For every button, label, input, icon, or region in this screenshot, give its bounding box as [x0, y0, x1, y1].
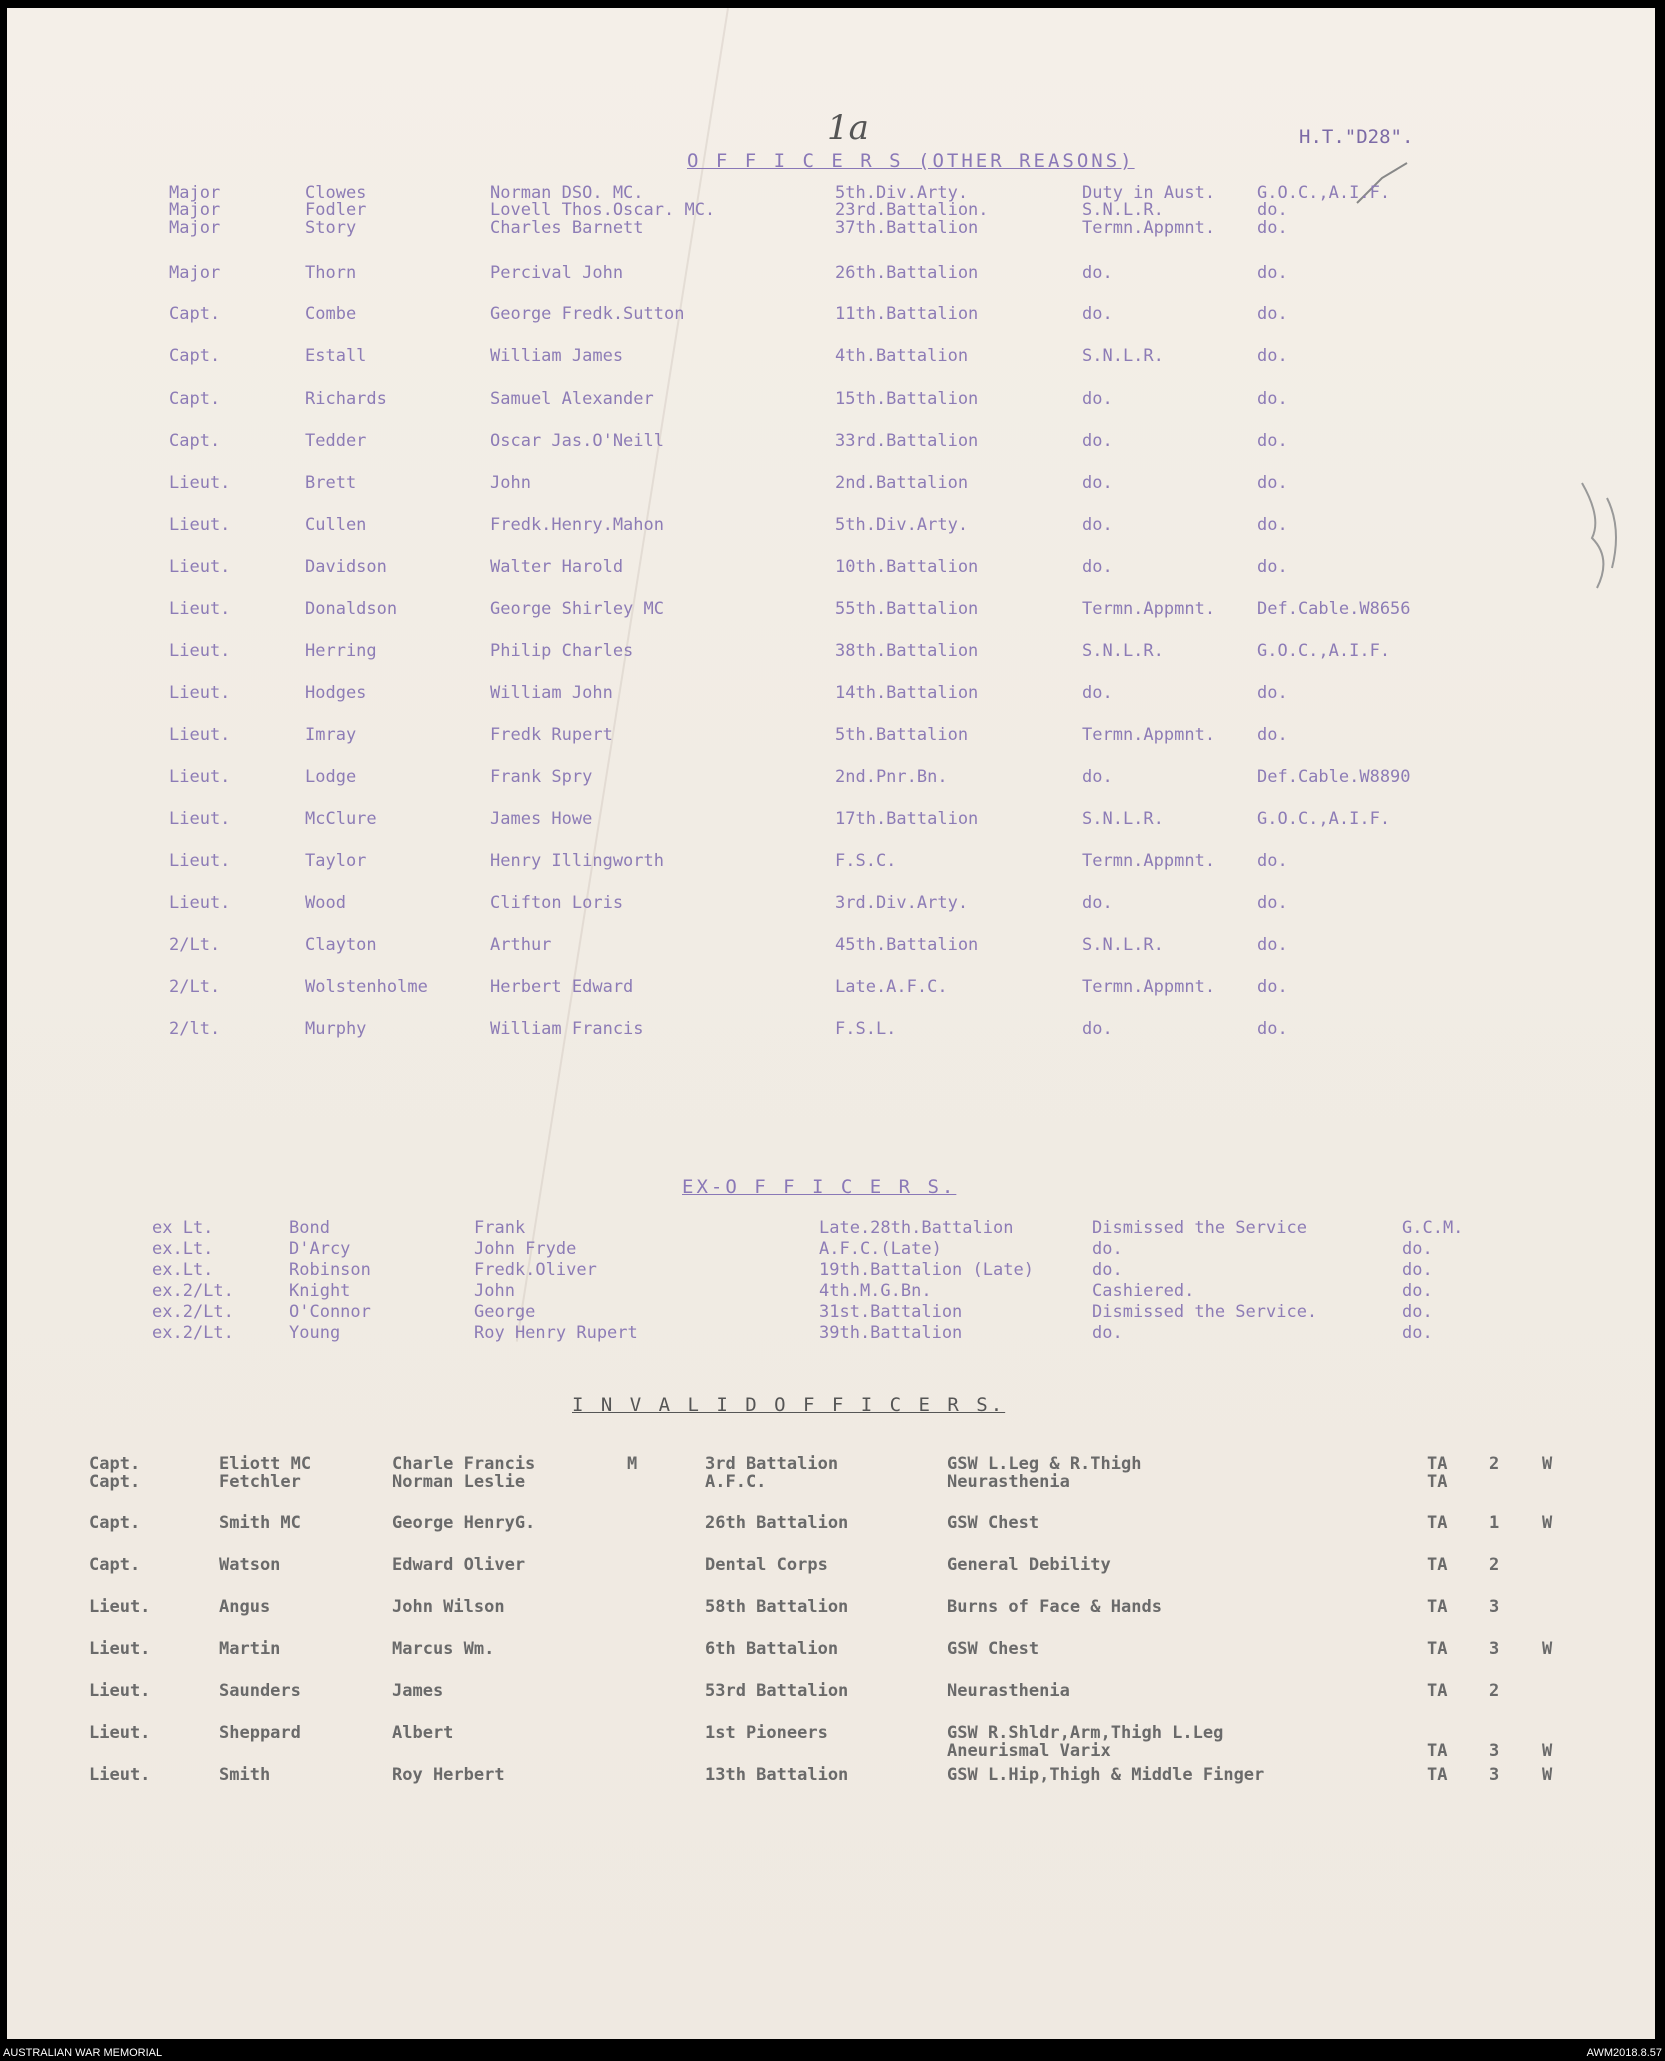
cell-given: George Fredk.Sutton: [490, 304, 685, 324]
cell-surname: Taylor: [305, 851, 367, 871]
cell-unit: 31st.Battalion: [819, 1302, 963, 1322]
cell-unit: 39th.Battalion: [819, 1323, 963, 1343]
cell-num: 3: [1489, 1639, 1500, 1659]
document-page: [7, 8, 1655, 2039]
section-heading-ex-officers: EX-O F F I C E R S.: [682, 1176, 957, 1198]
cell-given: James: [392, 1681, 444, 1701]
cell-reason: do.: [1082, 683, 1113, 703]
cell-surname: Story: [305, 218, 357, 238]
handwritten-annotation: 1a: [827, 108, 869, 148]
cell-unit: 5th.Div.Arty.: [835, 515, 969, 535]
cell-given: Clifton Loris: [490, 893, 624, 913]
cell-num: 3: [1489, 1765, 1500, 1785]
cell-given: Frank Spry: [490, 767, 593, 787]
cell-authority: Def.Cable.W8890: [1257, 767, 1411, 787]
cell-rank: Capt.: [169, 431, 221, 451]
cell-rank: Capt.: [89, 1472, 141, 1492]
cell-given: Fredk.Henry.Mahon: [490, 515, 664, 535]
cell-authority: do.: [1257, 935, 1288, 955]
cell-unit: 11th.Battalion: [835, 304, 979, 324]
cell-rank: Lieut.: [169, 473, 231, 493]
cell-unit: 6th Battalion: [705, 1639, 839, 1659]
cell-given: Edward Oliver: [392, 1555, 526, 1575]
cell-unit: F.S.C.: [835, 851, 897, 871]
cell-rank: Lieut.: [169, 809, 231, 829]
cell-unit: 33rd.Battalion: [835, 431, 979, 451]
cell-surname: Wood: [305, 893, 346, 913]
cell-mark: W: [1542, 1513, 1553, 1533]
cell-rank: Major: [169, 183, 221, 203]
cell-surname: Eliott MC: [219, 1454, 312, 1474]
cell-surname: D'Arcy: [289, 1239, 351, 1259]
cell-unit: 4th.M.G.Bn.: [819, 1281, 932, 1301]
cell-class: TA: [1427, 1765, 1448, 1785]
cell-authority: do.: [1257, 977, 1288, 997]
cell-rank: Lieut.: [169, 851, 231, 871]
cell-unit: 38th.Battalion: [835, 641, 979, 661]
cell-surname: O'Connor: [289, 1302, 371, 1322]
cell-unit: 1st Pioneers: [705, 1723, 828, 1743]
cell-given: Frank: [474, 1218, 526, 1238]
cell-surname: Donaldson: [305, 599, 398, 619]
cell-surname: Young: [289, 1323, 341, 1343]
cell-given: George Shirley MC: [490, 599, 664, 619]
cell-rank: Lieut.: [169, 683, 231, 703]
cell-reason: Dismissed the Service.: [1092, 1302, 1318, 1322]
cell-rank: Lieut.: [169, 515, 231, 535]
cell-given: Fredk.Oliver: [474, 1260, 597, 1280]
cell-unit: 10th.Battalion: [835, 557, 979, 577]
cell-given: John Wilson: [392, 1597, 505, 1617]
cell-cause: Neurasthenia: [947, 1472, 1070, 1492]
cell-rank: Lieut.: [169, 557, 231, 577]
cell-reason: Termn.Appmnt.: [1082, 725, 1216, 745]
cell-rank: Capt.: [89, 1454, 141, 1474]
cell-class: TA: [1427, 1454, 1448, 1474]
cell-surname: Brett: [305, 473, 357, 493]
cell-reason: do.: [1082, 893, 1113, 913]
cell-reason: Cashiered.: [1092, 1281, 1195, 1301]
cell-authority: do.: [1402, 1260, 1433, 1280]
cell-rank: Lieut.: [89, 1765, 151, 1785]
cell-rank: Capt.: [169, 346, 221, 366]
cell-surname: Wolstenholme: [305, 977, 428, 997]
cell-mark: W: [1542, 1741, 1553, 1761]
cell-num: 1: [1489, 1513, 1500, 1533]
cell-authority: do.: [1402, 1302, 1433, 1322]
cell-surname: Bond: [289, 1218, 330, 1238]
cell-surname: Smith: [219, 1765, 271, 1785]
cell-rank: Major: [169, 200, 221, 220]
cell-rank: Lieut.: [89, 1639, 151, 1659]
cell-unit: A.F.C.: [705, 1472, 767, 1492]
cell-reason: do.: [1082, 431, 1113, 451]
section-heading-invalid-officers: I N V A L I D O F F I C E R S.: [572, 1394, 1006, 1416]
cell-authority: G.O.C.,A.I.F.: [1257, 183, 1391, 203]
cell-authority: G.O.C.,A.I.F.: [1257, 809, 1391, 829]
cell-rank: Major: [169, 218, 221, 238]
cell-authority: do.: [1257, 515, 1288, 535]
cell-unit: 26th.Battalion: [835, 263, 979, 283]
cell-mark: W: [1542, 1639, 1553, 1659]
cell-unit: 58th Battalion: [705, 1597, 849, 1617]
cell-rank: 2/Lt.: [169, 977, 221, 997]
cell-given: Percival John: [490, 263, 624, 283]
cell-surname: Cullen: [305, 515, 367, 535]
cell-given: George HenryG.: [392, 1513, 536, 1533]
cell-surname: McClure: [305, 809, 377, 829]
cell-given: Philip Charles: [490, 641, 634, 661]
cell-authority: G.O.C.,A.I.F.: [1257, 641, 1391, 661]
cell-authority: do.: [1257, 473, 1288, 493]
cell-unit: 2nd.Pnr.Bn.: [835, 767, 948, 787]
cell-surname: Fodler: [305, 200, 367, 220]
cell-class: TA: [1427, 1597, 1448, 1617]
cell-authority: G.C.M.: [1402, 1218, 1464, 1238]
cell-reason: do.: [1092, 1323, 1123, 1343]
cell-reason: do.: [1092, 1239, 1123, 1259]
cell-given: Roy Henry Rupert: [474, 1323, 638, 1343]
cell-class: TA: [1427, 1555, 1448, 1575]
cell-num: 3: [1489, 1741, 1500, 1761]
cell-unit: 26th Battalion: [705, 1513, 849, 1533]
cell-reason: do.: [1082, 473, 1113, 493]
cell-given: Roy Herbert: [392, 1765, 505, 1785]
cell-authority: do.: [1257, 304, 1288, 324]
cell-reason: S.N.L.R.: [1082, 200, 1164, 220]
cell-num: 3: [1489, 1597, 1500, 1617]
cell-given: Norman Leslie: [392, 1472, 526, 1492]
cell-surname: Lodge: [305, 767, 357, 787]
cell-unit: 15th.Battalion: [835, 389, 979, 409]
cell-given: Charles Barnett: [490, 218, 644, 238]
cell-cause: General Debility: [947, 1555, 1111, 1575]
cell-cause: Aneurismal Varix: [947, 1741, 1111, 1761]
cell-authority: do.: [1402, 1239, 1433, 1259]
cell-authority: do.: [1402, 1281, 1433, 1301]
cell-authority: do.: [1257, 431, 1288, 451]
cell-rank: Capt.: [89, 1555, 141, 1575]
cell-given: William John: [490, 683, 613, 703]
cell-given: Fredk Rupert: [490, 725, 613, 745]
cell-cause: GSW R.Shldr,Arm,Thigh L.Leg: [947, 1723, 1224, 1743]
cell-unit: 55th.Battalion: [835, 599, 979, 619]
cell-authority: do.: [1402, 1323, 1433, 1343]
cell-given: Samuel Alexander: [490, 389, 654, 409]
cell-unit: 23rd.Battalion.: [835, 200, 989, 220]
cell-unit: 2nd.Battalion: [835, 473, 969, 493]
cell-unit: 5th.Div.Arty.: [835, 183, 969, 203]
cell-given: Herbert Edward: [490, 977, 634, 997]
cell-given: William Francis: [490, 1019, 644, 1039]
cell-cause: GSW Chest: [947, 1639, 1040, 1659]
cell-num: 2: [1489, 1454, 1500, 1474]
cell-authority: do.: [1257, 1019, 1288, 1039]
cell-surname: Robinson: [289, 1260, 371, 1280]
cell-rank: ex.Lt.: [152, 1260, 214, 1280]
cell-reason: Duty in Aust.: [1082, 183, 1216, 203]
cell-extra: M: [627, 1454, 638, 1474]
cell-reason: Dismissed the Service: [1092, 1218, 1307, 1238]
cell-surname: Tedder: [305, 431, 367, 451]
cell-unit: 3rd Battalion: [705, 1454, 839, 1474]
cell-given: James Howe: [490, 809, 593, 829]
cell-rank: 2/lt.: [169, 1019, 221, 1039]
cell-given: Marcus Wm.: [392, 1639, 495, 1659]
cell-given: Henry Illingworth: [490, 851, 664, 871]
cell-surname: Clayton: [305, 935, 377, 955]
cell-rank: Lieut.: [169, 725, 231, 745]
cell-surname: Saunders: [219, 1681, 301, 1701]
cell-unit: 17th.Battalion: [835, 809, 979, 829]
cell-cause: GSW Chest: [947, 1513, 1040, 1533]
cell-rank: ex.Lt.: [152, 1239, 214, 1259]
cell-unit: 19th.Battalion (Late): [819, 1260, 1034, 1280]
cell-reason: do.: [1082, 304, 1113, 324]
cell-rank: ex Lt.: [152, 1218, 214, 1238]
cell-reason: do.: [1082, 1019, 1113, 1039]
footer-institution: AUSTRALIAN WAR MEMORIAL: [3, 2047, 163, 2059]
cell-authority: Def.Cable.W8656: [1257, 599, 1411, 619]
section-heading-officers-other: O F F I C E R S (OTHER REASONS): [687, 150, 1135, 172]
cell-surname: Davidson: [305, 557, 387, 577]
cell-given: Lovell Thos.Oscar. MC.: [490, 200, 716, 220]
cell-given: Albert: [392, 1723, 454, 1743]
cell-rank: Capt.: [169, 304, 221, 324]
cell-reason: do.: [1082, 389, 1113, 409]
document-reference: H.T."D28".: [1299, 126, 1414, 148]
cell-class: TA: [1427, 1741, 1448, 1761]
cell-unit: 53rd Battalion: [705, 1681, 849, 1701]
cell-unit: A.F.C.(Late): [819, 1239, 942, 1259]
cell-authority: do.: [1257, 893, 1288, 913]
cell-cause: GSW L.Leg & R.Thigh: [947, 1454, 1142, 1474]
footer-catalogue-id: AWM2018.8.57: [1586, 2047, 1662, 2059]
cell-authority: do.: [1257, 218, 1288, 238]
cell-given: John: [474, 1281, 515, 1301]
cell-rank: Lieut.: [169, 641, 231, 661]
cell-given: William James: [490, 346, 624, 366]
cell-rank: ex.2/Lt.: [152, 1281, 234, 1301]
cell-surname: Thorn: [305, 263, 357, 283]
cell-given: John Fryde: [474, 1239, 577, 1259]
cell-rank: Lieut.: [169, 599, 231, 619]
cell-surname: Richards: [305, 389, 387, 409]
cell-surname: Smith MC: [219, 1513, 301, 1533]
cell-rank: Lieut.: [89, 1597, 151, 1617]
cell-rank: Lieut.: [169, 893, 231, 913]
cell-given: Arthur: [490, 935, 552, 955]
cell-unit: 14th.Battalion: [835, 683, 979, 703]
cell-authority: do.: [1257, 389, 1288, 409]
pencil-scribble-icon: [1572, 478, 1632, 598]
cell-rank: Capt.: [89, 1513, 141, 1533]
cell-given: Oscar Jas.O'Neill: [490, 431, 664, 451]
cell-cause: Burns of Face & Hands: [947, 1597, 1162, 1617]
cell-class: TA: [1427, 1472, 1448, 1492]
cell-reason: Termn.Appmnt.: [1082, 599, 1216, 619]
cell-given: Charle Francis: [392, 1454, 536, 1474]
cell-given: Walter Harold: [490, 557, 624, 577]
cell-surname: Combe: [305, 304, 357, 324]
cell-surname: Watson: [219, 1555, 281, 1575]
cell-reason: do.: [1082, 767, 1113, 787]
cell-surname: Martin: [219, 1639, 281, 1659]
cell-authority: do.: [1257, 683, 1288, 703]
cell-unit: 5th.Battalion: [835, 725, 969, 745]
cell-rank: ex.2/Lt.: [152, 1302, 234, 1322]
cell-unit: Late.A.F.C.: [835, 977, 948, 997]
cell-reason: do.: [1082, 263, 1113, 283]
cell-unit: 45th.Battalion: [835, 935, 979, 955]
cell-rank: Lieut.: [89, 1681, 151, 1701]
cell-surname: Clowes: [305, 183, 367, 203]
cell-cause: GSW L.Hip,Thigh & Middle Finger: [947, 1765, 1265, 1785]
cell-authority: do.: [1257, 851, 1288, 871]
cell-surname: Estall: [305, 346, 367, 366]
cell-surname: Herring: [305, 641, 377, 661]
cell-reason: S.N.L.R.: [1082, 809, 1164, 829]
cell-surname: Sheppard: [219, 1723, 301, 1743]
cell-rank: Capt.: [169, 389, 221, 409]
cell-surname: Murphy: [305, 1019, 367, 1039]
cell-reason: do.: [1082, 557, 1113, 577]
cell-surname: Hodges: [305, 683, 367, 703]
cell-unit: 37th.Battalion: [835, 218, 979, 238]
cell-reason: Termn.Appmnt.: [1082, 851, 1216, 871]
cell-authority: do.: [1257, 263, 1288, 283]
cell-authority: do.: [1257, 346, 1288, 366]
cell-reason: do.: [1082, 515, 1113, 535]
cell-class: TA: [1427, 1639, 1448, 1659]
cell-class: TA: [1427, 1513, 1448, 1533]
cell-rank: ex.2/Lt.: [152, 1323, 234, 1343]
cell-reason: do.: [1092, 1260, 1123, 1280]
cell-reason: S.N.L.R.: [1082, 935, 1164, 955]
cell-unit: 13th Battalion: [705, 1765, 849, 1785]
cell-given: George: [474, 1302, 536, 1322]
cell-cause: Neurasthenia: [947, 1681, 1070, 1701]
cell-surname: Angus: [219, 1597, 271, 1617]
cell-rank: 2/Lt.: [169, 935, 221, 955]
cell-authority: do.: [1257, 557, 1288, 577]
cell-reason: S.N.L.R.: [1082, 346, 1164, 366]
cell-surname: Knight: [289, 1281, 351, 1301]
cell-given: John: [490, 473, 531, 493]
cell-reason: Termn.Appmnt.: [1082, 218, 1216, 238]
cell-num: 2: [1489, 1555, 1500, 1575]
cell-unit: Dental Corps: [705, 1555, 828, 1575]
cell-given: Norman DSO. MC.: [490, 183, 644, 203]
cell-unit: 3rd.Div.Arty.: [835, 893, 969, 913]
cell-class: TA: [1427, 1681, 1448, 1701]
cell-authority: do.: [1257, 725, 1288, 745]
cell-unit: Late.28th.Battalion: [819, 1218, 1014, 1238]
cell-mark: W: [1542, 1454, 1553, 1474]
cell-rank: Major: [169, 263, 221, 283]
cell-reason: S.N.L.R.: [1082, 641, 1164, 661]
cell-unit: F.S.L.: [835, 1019, 897, 1039]
cell-authority: do.: [1257, 200, 1288, 220]
cell-mark: W: [1542, 1765, 1553, 1785]
cell-rank: Lieut.: [169, 767, 231, 787]
cell-surname: Imray: [305, 725, 357, 745]
cell-surname: Fetchler: [219, 1472, 301, 1492]
cell-num: 2: [1489, 1681, 1500, 1701]
archive-footer: [0, 2047, 1665, 2061]
cell-rank: Lieut.: [89, 1723, 151, 1743]
cell-unit: 4th.Battalion: [835, 346, 969, 366]
cell-reason: Termn.Appmnt.: [1082, 977, 1216, 997]
